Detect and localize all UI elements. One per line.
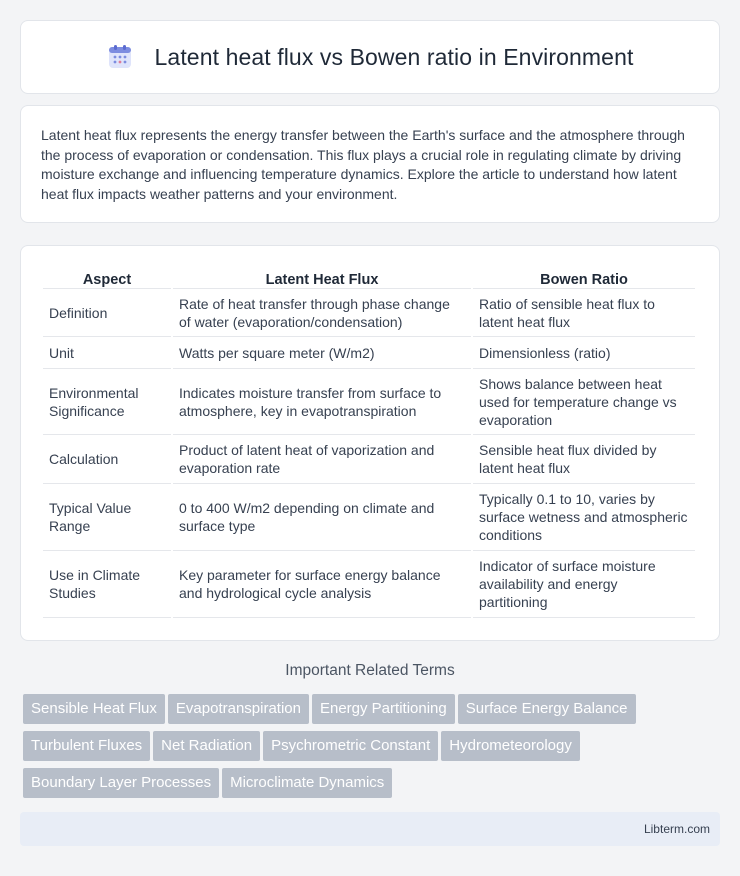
comparison-table (41, 267, 697, 618)
cell-latent: Rate of heat transfer through phase change of water (evaporation/condensation) (173, 289, 471, 337)
header-bowen-ratio: Bowen Ratio (473, 267, 695, 289)
term-tag[interactable]: Hydrometeorology (441, 731, 580, 761)
related-terms-list (23, 694, 723, 805)
term-tag[interactable]: Evapotranspiration (168, 694, 309, 724)
footer-site-link[interactable]: Libterm.com (643, 822, 710, 836)
term-tag[interactable]: Sensible Heat Flux (23, 694, 165, 724)
table-row (43, 289, 695, 337)
table-header-row (43, 267, 695, 289)
cell-latent: Product of latent heat of vaporization and evaporation rate (173, 435, 471, 484)
cell-bowen: Dimensionless (ratio) (473, 337, 695, 369)
header-latent-heat-flux: Latent Heat Flux (173, 267, 471, 289)
cell-aspect: Definition (43, 289, 171, 337)
cell-latent: Watts per square meter (W/m2) (173, 337, 471, 369)
cell-latent: Indicates moisture transfer from surface to atmosphere, key in evapotranspiration (173, 369, 471, 435)
cell-bowen: Indicator of surface moisture availability and energy partitioning (473, 551, 695, 618)
table-row (43, 484, 695, 551)
intro-card (20, 105, 720, 223)
table-row (43, 435, 695, 484)
related-terms-title: Important Related Terms (285, 662, 455, 679)
term-tag[interactable]: Energy Partitioning (312, 694, 455, 724)
cell-aspect: Calculation (43, 435, 171, 484)
cell-bowen: Shows balance between heat used for temperature change vs evaporation (473, 369, 695, 435)
table-row (43, 369, 695, 435)
cell-latent: Key parameter for surface energy balance and hydrological cycle analysis (173, 551, 471, 618)
term-tag[interactable]: Surface Energy Balance (458, 694, 636, 724)
term-tag[interactable]: Net Radiation (153, 731, 260, 761)
term-tag[interactable]: Microclimate Dynamics (222, 768, 392, 798)
cell-bowen: Sensible heat flux divided by latent heat flux (473, 435, 695, 484)
cell-aspect: Environmental Significance (43, 369, 171, 435)
intro-text: Latent heat flux represents the energy transfer between the Earth's surface and the atmosphere through the process of evaporation or condensation. This flux plays a crucial role in regulating climate by driving moisture exchange and influencing temperature dynamics. Explore the article to understand how latent heat flux impacts weather patterns and your environment. (41, 127, 685, 202)
term-tag[interactable]: Turbulent Fluxes (23, 731, 150, 761)
term-tag[interactable]: Psychrometric Constant (263, 731, 438, 761)
footer (20, 812, 720, 846)
comparison-table-card (20, 245, 720, 641)
cell-bowen: Typically 0.1 to 10, varies by surface wetness and atmospheric conditions (473, 484, 695, 551)
cell-aspect: Typical Value Range (43, 484, 171, 551)
title-card (20, 20, 720, 94)
cell-bowen: Ratio of sensible heat flux to latent heat flux (473, 289, 695, 337)
header-aspect: Aspect (43, 267, 171, 289)
cell-aspect: Use in Climate Studies (43, 551, 171, 618)
term-tag[interactable]: Boundary Layer Processes (23, 768, 219, 798)
cell-latent: 0 to 400 W/m2 depending on climate and surface type (173, 484, 471, 551)
calendar-icon (107, 44, 133, 70)
table-row (43, 551, 695, 618)
page-title: Latent heat flux vs Bowen ratio in Environment (154, 43, 634, 70)
table-row (43, 337, 695, 369)
cell-aspect: Unit (43, 337, 171, 369)
